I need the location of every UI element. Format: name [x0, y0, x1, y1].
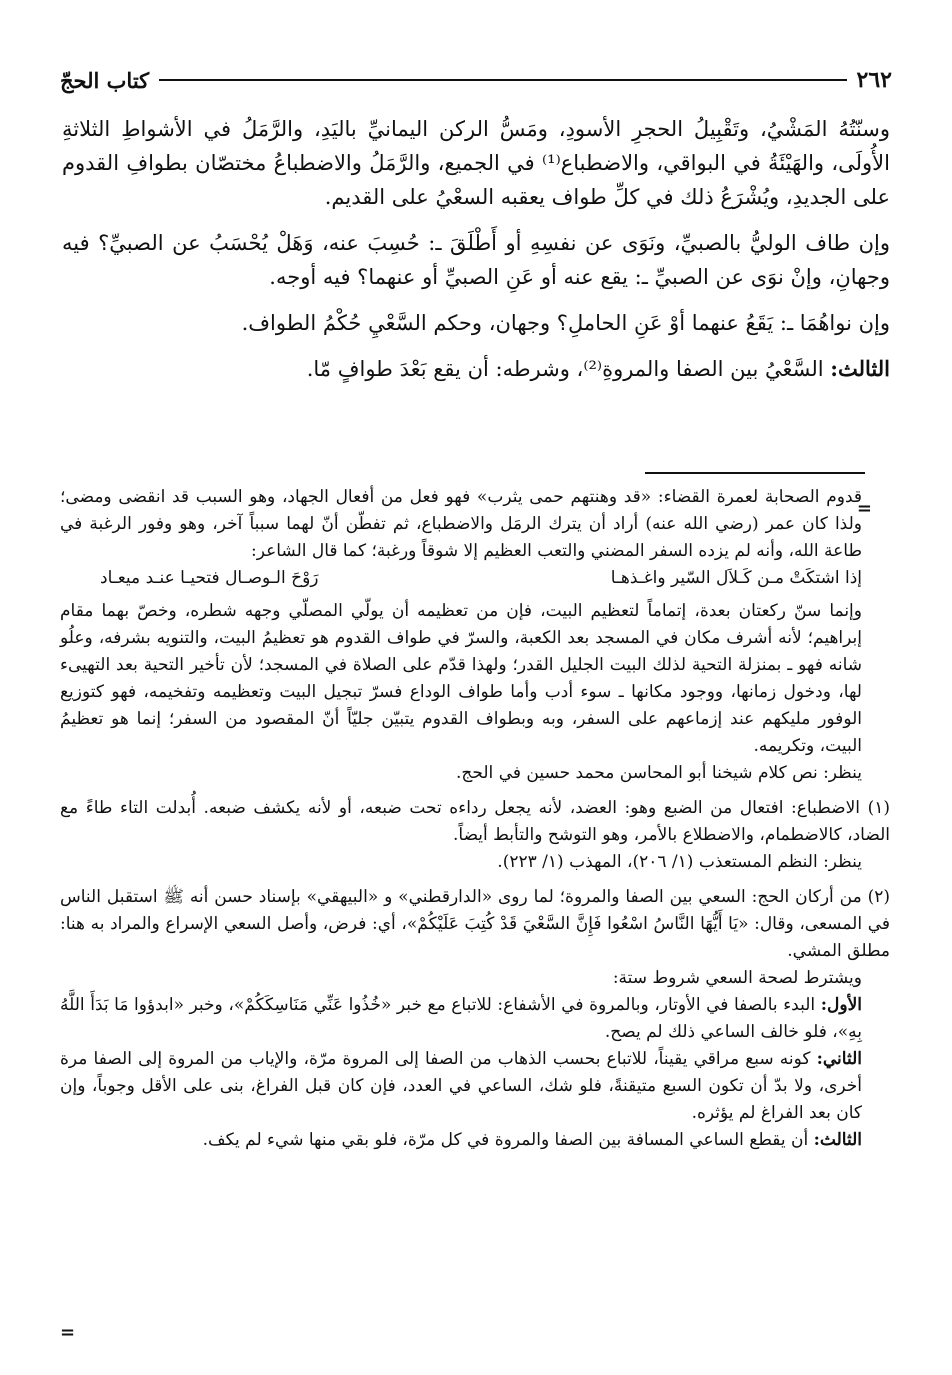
condition-text: كونه سبع مراقي يقيناً، للاتباع بحسب الذهاب من الصفا إلى المروة مرّة، والإياب من المروة إلى الصفا مرة أخرى، ولا بدّ أن تكون السبع متيقنةً، فلو شك، الساعي في العدد، فإن كان قبل الفراغ، بنى على الأقل وجوباً، وإن كان بعد الفراغ لم يؤثره. — [60, 1049, 862, 1123]
condition-text: أن يقطع الساعي المسافة بين الصفا والمروة في كل مرّة، فلو بقي منها شيء لم يكف. — [202, 1130, 814, 1150]
poem-hemistich: إذا اشتكَتْ مـن كَـلاَل السّير واغـذهـا — [610, 568, 862, 588]
main-paragraph: وسنّتُهُ المَشْيُ، وتَقْبِيلُ الحجرِ الأسودِ، ومَسُّ الركن اليمانيِّ باليَدِ، والرَّمَلُ في الأشواطِ الثلاثةِ الأُولَى، والهَيْئَةُ في البواقي، والاضطباع⁽¹⁾ في الجميع، والرَّمَلُ والاضطباعُ مختصّان بطوافِ القدوم على الجديدِ، ويُشْرَعُ ذلك في كلِّ طواف يعقبه السعْيُ على القديم. — [62, 117, 890, 209]
footnote-paragraph: قدوم الصحابة لعمرة القضاء: «قد وهنتهم حمى يثرب» فهو فعل من أفعال الجهاد، وهو السبب قد انقضى ومضى؛ ولذا كان عمر (رضي الله عنه) أراد أن يترك الرمَل والاضطباع، ثم تفطّن أنّ لهما سبباً آخر، وهو وفور الرغبة في طاعة الله، وأنه لم يزده السفر المضني والتعب العظيم إلا شوقاً ورغبة؛ كما قال الشاعر: — [60, 487, 862, 561]
section-label: الثالث: — [830, 356, 890, 381]
condition-text: البدء بالصفا في الأوتار، وبالمروة في الأشفاع: للاتباع مع خبر «خُذُوا عَنِّي مَنَاسِكَكُمْ»، وخبر «ابدؤوا مَا بَدَأَ اللَّهُ بِهِ»، فلو خالف الساعي ذلك لم يصح. — [60, 995, 862, 1042]
section-text: السَّعْيُ بين الصفا والمروةِ⁽²⁾، وشرطه: أن يقع بَعْدَ طوافٍ مّا. — [306, 357, 831, 381]
main-text — [62, 112, 890, 398]
condition-1 — [60, 992, 890, 1046]
main-paragraph: وإن طاف الوليُّ بالصبيِّ، ونَوَى عن نفسِهِ أو أَطْلَقَ ـ: حُسِبَ عنه، وَهَلْ يُحْسَبُ عن الصبيِّ؟ فيه وجهانِ، وإنْ نوَى عن الصبيِّ ـ: يقع عنه أو عَنِ الصبيِّ أو عنهما؟ فيه أوجه. — [62, 231, 890, 289]
footnote-paragraph: ينظر: نص كلام شيخنا أبو المحاسن محمد حسين في الحج. — [456, 763, 862, 783]
footnote-number: (١) — [867, 798, 890, 818]
continuation-marker: = — [60, 1322, 76, 1343]
footnote-number: (٢) — [867, 887, 890, 907]
footnotes — [60, 484, 890, 1154]
book-title: كتاب الحجّ — [60, 67, 150, 93]
footnote-text: الاضطباع: افتعال من الضبع وهو: العضد، لأنه يجعل رداءه تحت ضبعه، أو لأنه يكشف ضبعه. أُبدلت التاء طاءً مع الضاد، كالاضطمام، والاضطلاع بالأمر، وهو التوشح والتأبط أيضاً. — [60, 798, 890, 845]
footnote-paragraph: ينظر: النظم المستعذب (١/ ٢٠٦)، المهذب (١/ ٢٢٣). — [497, 852, 862, 872]
condition-2 — [60, 1046, 890, 1127]
condition-label: الثالث: — [813, 1130, 862, 1150]
condition-label: الأول: — [820, 995, 862, 1015]
footnote-paragraph: وإنما سنّ ركعتان بعدة، إتماماً لتعظيم البيت، فإن من تعظيمه أن يولّي المصلّي وجهه شطره، وخصّ بهما مقام إبراهيم؛ لأنه أشرف مكان في المسجد بعد الكعبة، والسرّ في طواف القدوم هو تعظيمُ البيت، والتنويه بشرفه، وعلُو شانه فهو ـ بمنزلة التحية لذلك البيت الجليل القدر؛ ولهذا قدّم على الصلاة في المسجد؛ لأن تأخير التحية بعد التهيىء لها، ودخول زمانها، ووجود مكانها ـ سوء أدب وأما طواف الوداع فسرّ تبجيل البيت وتعظيمه وتفخيمه، فهو كتوزيع الوفور مليكهم عند إزماعهم على السفر، وبه وبطواف القدوم يتبيّن جليّاً أنّ المقصود من السفر؛ إنما هو تعظيمُ البيت، وتكريمه. — [60, 601, 862, 756]
main-paragraph — [62, 352, 890, 386]
footnote-2 — [60, 884, 890, 965]
footnote-1 — [60, 795, 890, 849]
footnote-text: من أركان الحج: السعي بين الصفا والمروة؛ لما روى «الدارقطني» و «البيهقي» بإسناد حسن أنه ﷺ استقبل الناس في المسعى، وقال: «يَا أَيُّهَا النَّاسُ اسْعُوا فَإِنَّ السَّعْيَ قَدْ كُتِبَ عَلَيْكُمْ»، أي: فرض، وأصل السعي الإسراع والمراد به هنا: مطلق المشي. — [60, 887, 890, 961]
page-header — [60, 62, 892, 98]
footnote-separator — [645, 472, 865, 474]
page-number: ٢٦٢ — [856, 67, 892, 93]
poem-verse — [60, 565, 890, 592]
continuation-marker: = — [856, 498, 872, 519]
condition-label: الثاني: — [816, 1049, 862, 1069]
poem-hemistich: رَوْحَ الـوصـال فتحيـا عنـد ميعـاد — [100, 568, 319, 588]
footnote-paragraph: ويشترط لصحة السعي شروط ستة: — [612, 968, 862, 988]
header-rule — [159, 79, 846, 81]
condition-3 — [60, 1127, 890, 1154]
main-paragraph: وإن نواهُمَا ـ: يَقَعُ عنهما أوْ عَنِ الحاملِ؟ وجهان، وحكم السَّعْيِ حُكْمُ الطواف. — [241, 311, 890, 335]
